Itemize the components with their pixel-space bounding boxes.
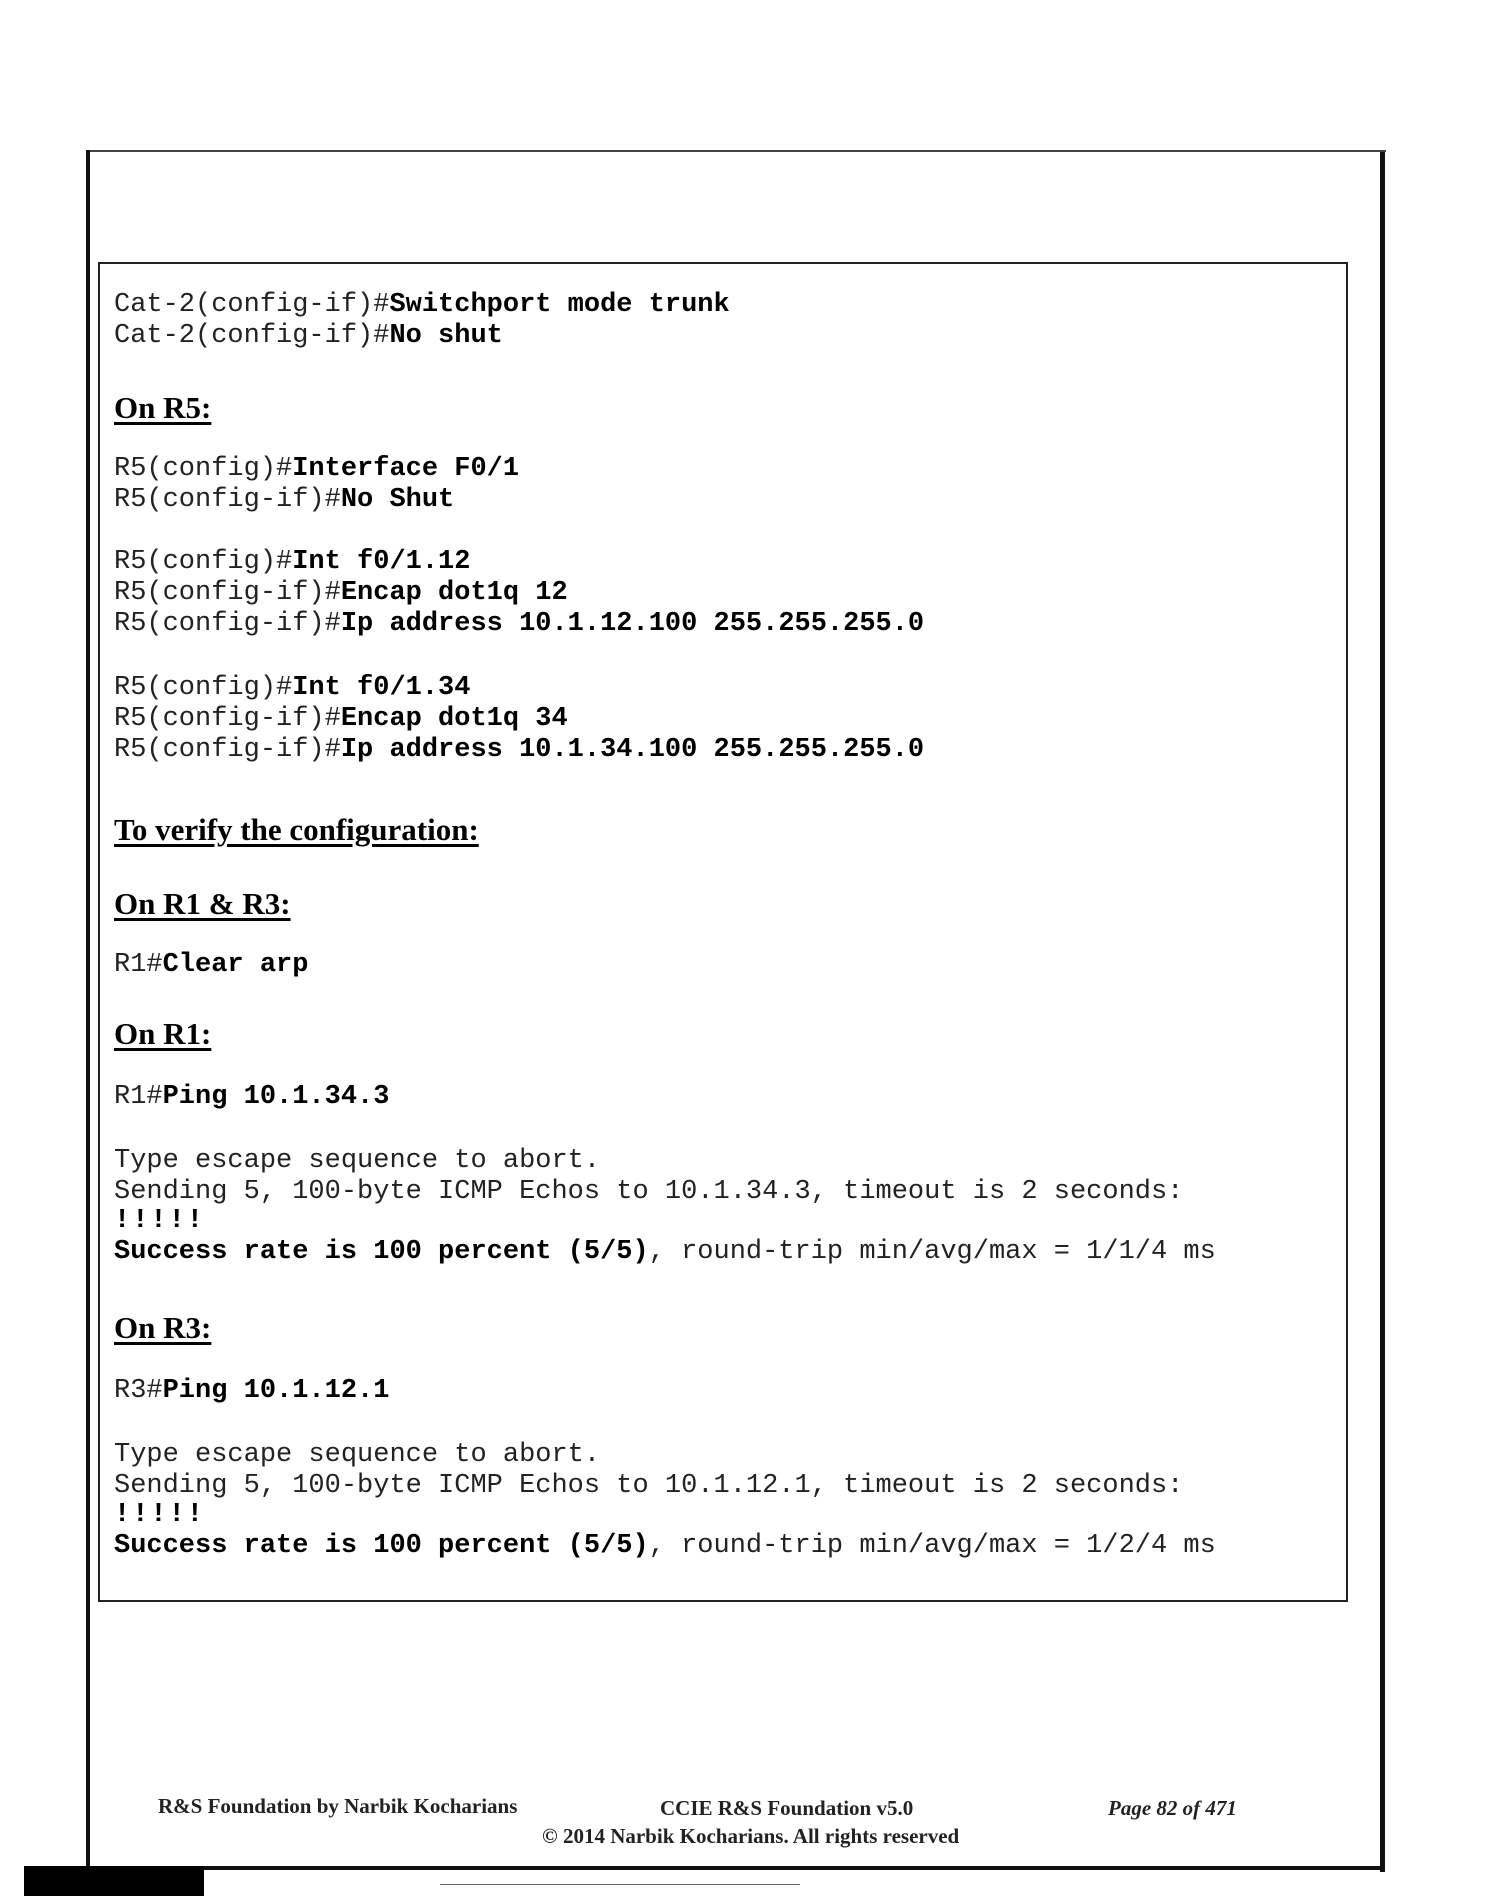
page-border-left (86, 150, 90, 1870)
cli-line: R1#Ping 10.1.34.3 (114, 1082, 390, 1112)
scan-artifact-block (24, 1866, 204, 1896)
section-heading-r5: On R5: (114, 390, 212, 425)
cli-line: R5(config-if)#Ip address 10.1.34.100 255.255.255.0 (114, 735, 925, 765)
cli-line: R1#Clear arp (114, 950, 309, 980)
cli-line: Cat-2(config-if)#No shut (114, 321, 503, 351)
cli-output-line: Success rate is 100 percent (5/5), round-trip min/avg/max = 1/1/4 ms (114, 1237, 1216, 1267)
cli-output-line: Sending 5, 100-byte ICMP Echos to 10.1.34.3, timeout is 2 seconds: (114, 1177, 1184, 1207)
section-heading-r3: On R3: (114, 1310, 212, 1345)
footer-page-number: Page 82 of 471 (1108, 1796, 1237, 1820)
cli-line: R5(config-if)#Encap dot1q 34 (114, 704, 568, 734)
footer-title: CCIE R&S Foundation v5.0 (660, 1796, 914, 1820)
page-border-right (1380, 152, 1385, 1872)
cli-line: R5(config)#Int f0/1.12 (114, 547, 471, 577)
cli-line: R5(config)#Interface F0/1 (114, 454, 520, 484)
cli-line: R5(config-if)#Encap dot1q 12 (114, 578, 568, 608)
cli-line: R5(config-if)#Ip address 10.1.12.100 255.255.255.0 (114, 609, 925, 639)
page-border-top (90, 150, 1386, 152)
footer-copyright: © 2014 Narbik Kocharians. All rights reserved (542, 1824, 960, 1848)
cli-line: R5(config)#Int f0/1.34 (114, 673, 471, 703)
cli-output-line: Type escape sequence to abort. (114, 1440, 601, 1470)
footer-author: R&S Foundation by Narbik Kocharians (158, 1794, 518, 1818)
page-border-bottom (86, 1866, 1385, 1870)
cli-output-line: Sending 5, 100-byte ICMP Echos to 10.1.12.1, timeout is 2 seconds: (114, 1471, 1184, 1501)
scan-artifact-line (440, 1884, 800, 1885)
config-box (98, 262, 1348, 1602)
cli-line: Cat-2(config-if)#Switchport mode trunk (114, 290, 730, 320)
section-heading-verify: To verify the configuration: (114, 812, 479, 847)
ping-success-marks: !!!!! (114, 1206, 206, 1236)
cli-line: R3#Ping 10.1.12.1 (114, 1376, 390, 1406)
cli-output-line: Type escape sequence to abort. (114, 1146, 601, 1176)
cli-line: R5(config-if)#No Shut (114, 485, 455, 515)
ping-success-marks: !!!!! (114, 1500, 206, 1530)
section-heading-r1: On R1: (114, 1016, 212, 1051)
section-heading-r1-r3: On R1 & R3: (114, 886, 291, 921)
cli-output-line: Success rate is 100 percent (5/5), round-trip min/avg/max = 1/2/4 ms (114, 1531, 1216, 1561)
